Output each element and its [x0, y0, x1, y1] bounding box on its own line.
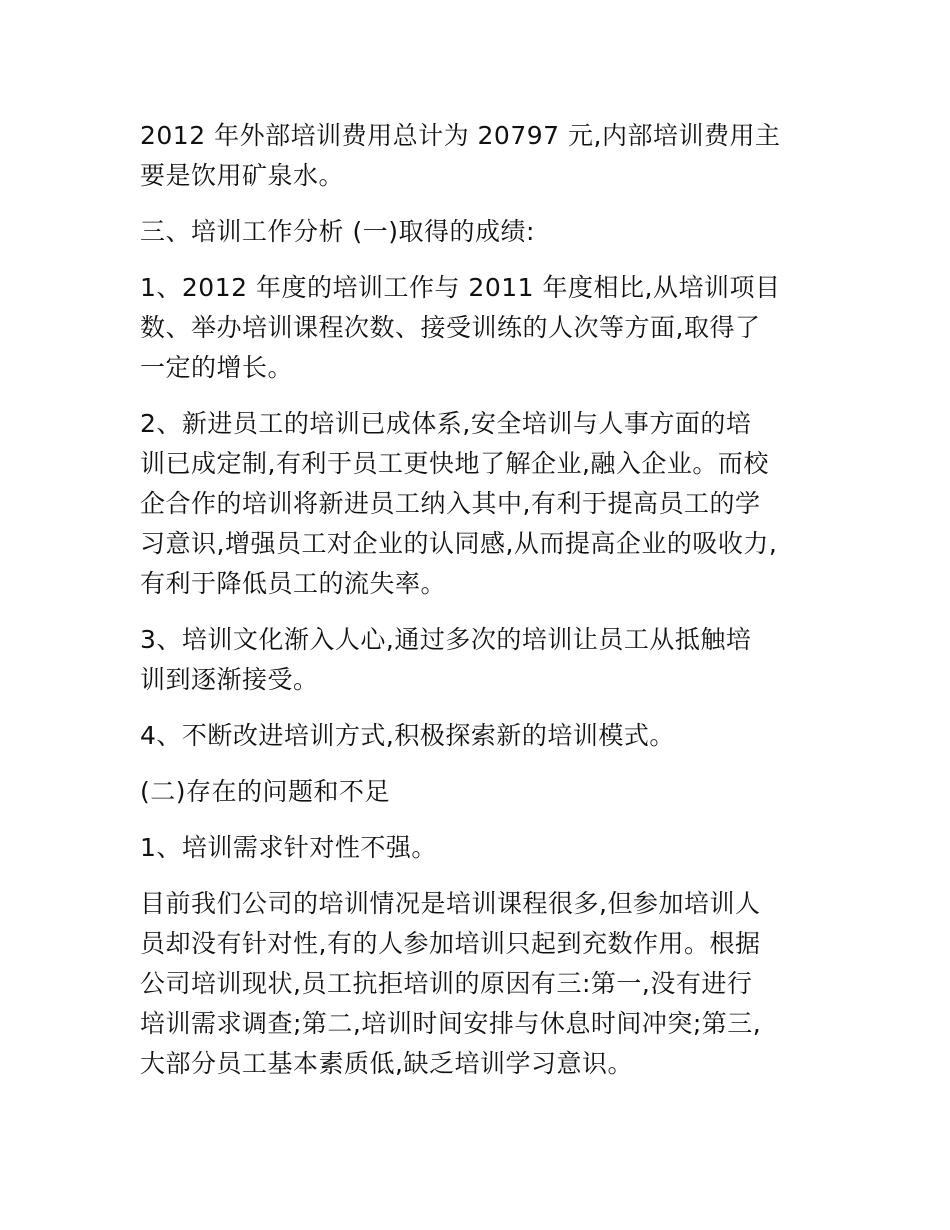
text-line: 1、2012 年度的培训工作与 2011 年度相比,从培训项目 [140, 273, 781, 302]
text-line: 3、培训文化渐入人心,通过多次的培训让员工从抵触培 [140, 625, 752, 654]
text-line: 要是饮用矿泉水。 [140, 161, 345, 190]
text-line: (二)存在的问题和不足 [140, 777, 391, 806]
text-line: 训已成定制,有利于员工更快地了解企业,融入企业。而校 [140, 449, 769, 478]
text-line: 目前我们公司的培训情况是培训课程很多,但参加培训人 [140, 889, 761, 918]
text-line: 培训需求调查;第二,培训时间安排与休息时间冲突;第三, [140, 1009, 762, 1038]
paragraph-training-cost [140, 116, 820, 196]
paragraph-problem-1 [140, 828, 820, 868]
text-line: 公司培训现状,员工抗拒培训的原因有三:第一,没有进行 [140, 969, 753, 998]
text-line: 2、新进员工的培训已成体系,安全培训与人事方面的培 [140, 409, 752, 438]
text-line: 一定的增长。 [140, 353, 294, 382]
paragraph-problem-detail [140, 884, 820, 1084]
text-line: 训到逐渐接受。 [140, 665, 319, 694]
text-line: 员却没有针对性,有的人参加培训只起到充数作用。根据 [140, 929, 761, 958]
text-line: 4、不断改进培训方式,积极探索新的培训模式。 [140, 721, 675, 750]
text-line: 1、培训需求针对性不强。 [140, 833, 437, 862]
text-line: 有利于降低员工的流失率。 [140, 569, 447, 598]
section-heading-problems [140, 772, 820, 812]
text-line: 企合作的培训将新进员工纳入其中,有利于提高员工的学 [140, 489, 761, 518]
paragraph-achievement-3 [140, 620, 820, 700]
section-heading-analysis [140, 212, 820, 252]
text-line: 2012 年外部培训费用总计为 20797 元,内部培训费用主 [140, 121, 781, 150]
text-line: 数、举办培训课程次数、接受训练的人次等方面,取得了 [140, 313, 761, 342]
paragraph-achievement-4 [140, 716, 820, 756]
paragraph-achievement-2 [140, 404, 820, 604]
text-line: 三、培训工作分析 (一)取得的成绩: [140, 217, 535, 246]
text-line: 习意识,增强员工对企业的认同感,从而提高企业的吸收力, [140, 529, 778, 558]
text-line: 大部分员工基本素质低,缺乏培训学习意识。 [140, 1049, 633, 1078]
document-page [140, 116, 820, 1100]
paragraph-achievement-1 [140, 268, 820, 388]
